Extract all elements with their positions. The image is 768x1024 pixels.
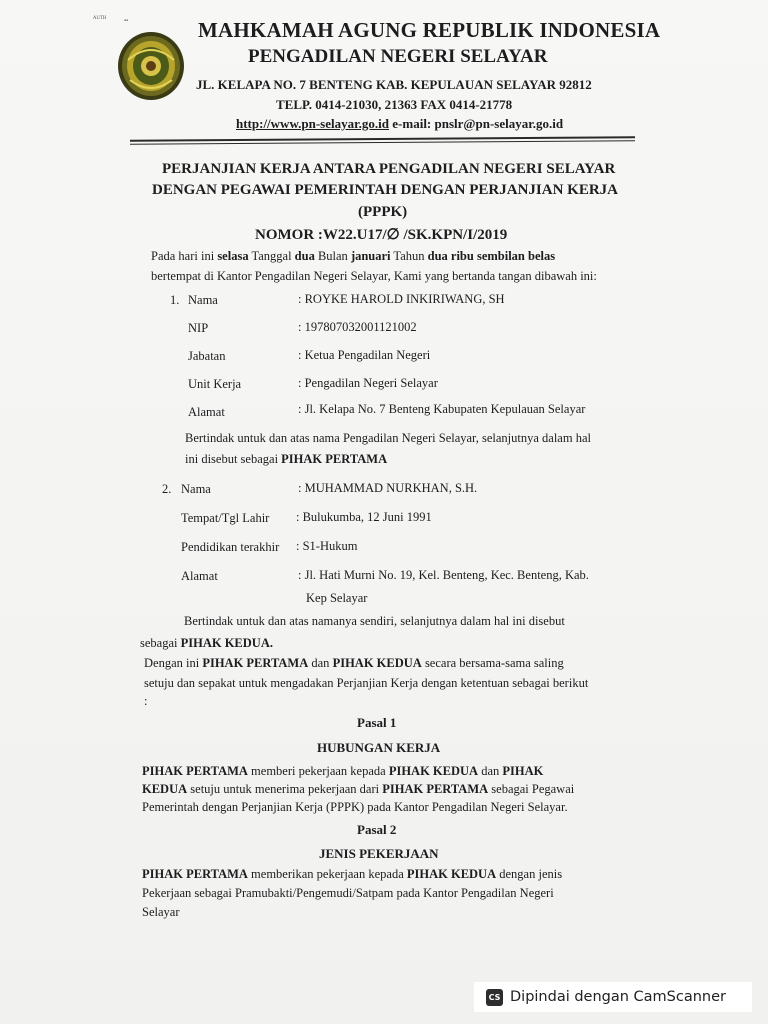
agreement-line1: Dengan ini PIHAK PERTAMA dan PIHAK KEDUA secara bersama-sama saling bbox=[144, 656, 564, 670]
doc-number: NOMOR :W22.U17/∅ /SK.KPN/I/2019 bbox=[255, 227, 508, 243]
intro-line2: bertempat di Kantor Pengadilan Negeri Selayar, Kami yang bertanda tangan dibawah ini: bbox=[151, 269, 597, 283]
party1-label-jabatan: Jabatan bbox=[188, 349, 226, 363]
court-branch: PENGADILAN NEGERI SELAYAR bbox=[248, 46, 548, 67]
party1-label-unit: Unit Kerja bbox=[188, 377, 242, 391]
party1-label-nip: NIP bbox=[188, 321, 209, 335]
corner-mark: ᴬᵁᵀᴴ bbox=[93, 14, 107, 23]
party1-value-nama: : ROYKE HAROLD INKIRIWANG, SH bbox=[298, 292, 505, 306]
email-text: e-mail: pnslr@pn-selayar.go.id bbox=[389, 116, 564, 131]
party2-value-alamat-line2: Kep Selayar bbox=[306, 591, 368, 605]
party1-label-alamat: Alamat bbox=[188, 405, 225, 419]
pasal2-line2: Pekerjaan sebagai Pramubakti/Pengemudi/Satpam pada Kantor Pengadilan Negeri bbox=[142, 886, 554, 900]
website-link[interactable]: http://www.pn-selayar.go.id bbox=[236, 116, 390, 131]
court-telp: TELP. 0414-21030, 21363 FAX 0414-21778 bbox=[276, 97, 513, 112]
party1-value-nip: : 197807032001121002 bbox=[298, 320, 417, 334]
agreement-line3: : bbox=[144, 694, 148, 708]
pasal2-heading: Pasal 2 bbox=[357, 822, 397, 837]
court-address: JL. KELAPA NO. 7 BENTENG KAB. KEPULAUAN SELAYAR 92812 bbox=[196, 77, 592, 92]
party2-value-alamat: : Jl. Hati Murni No. 19, Kel. Benteng, Kec. Benteng, Kab. bbox=[298, 568, 589, 582]
pasal2-title: JENIS PEKERJAAN bbox=[319, 846, 439, 861]
pasal1-heading: Pasal 1 bbox=[357, 715, 397, 730]
party2-desc-line2: sebagai PIHAK KEDUA. bbox=[140, 636, 273, 650]
corner-dot: ▪▪ bbox=[124, 18, 129, 24]
party2-label-pendidikan: Pendidikan terakhir bbox=[181, 540, 280, 554]
party2-label-nama: Nama bbox=[181, 482, 211, 496]
court-seal-logo bbox=[116, 30, 186, 102]
doc-title-line2: DENGAN PEGAWAI PEMERINTAH DENGAN PERJANJIAN KERJA bbox=[152, 182, 618, 198]
party1-value-jabatan: : Ketua Pengadilan Negeri bbox=[298, 348, 431, 362]
party2-number: 2. bbox=[162, 482, 172, 496]
camscanner-icon: CS bbox=[486, 989, 503, 1006]
court-contact bbox=[236, 116, 563, 132]
pasal1-line2: KEDUA setuju untuk menerima pekerjaan dari PIHAK PERTAMA sebagai Pegawai bbox=[142, 782, 575, 796]
party1-number: 1. bbox=[170, 293, 180, 307]
party2-value-nama: : MUHAMMAD NURKHAN, S.H. bbox=[298, 481, 478, 495]
party2-value-pendidikan: : S1-Hukum bbox=[296, 539, 358, 553]
intro-line1: Pada hari ini selasa Tanggal dua Bulan januari Tahun dua ribu sembilan belas bbox=[151, 249, 556, 263]
agreement-line2: setuju dan sepakat untuk mengadakan Perjanjian Kerja dengan ketentuan sebagai berikut bbox=[144, 676, 589, 690]
party2-value-ttl: : Bulukumba, 12 Juni 1991 bbox=[296, 510, 432, 524]
doc-title-line1: PERJANJIAN KERJA ANTARA PENGADILAN NEGERI SELAYAR bbox=[162, 161, 616, 177]
pasal2-line3: Selayar bbox=[142, 905, 180, 919]
party2-label-alamat: Alamat bbox=[181, 569, 218, 583]
pasal1-line1: PIHAK PERTAMA memberi pekerjaan kepada PIHAK KEDUA dan PIHAK bbox=[142, 764, 544, 778]
party1-value-unit: : Pengadilan Negeri Selayar bbox=[298, 376, 438, 390]
doc-title-line3: (PPPK) bbox=[358, 204, 408, 220]
pasal1-title: HUBUNGAN KERJA bbox=[317, 740, 441, 755]
party1-desc-line1: Bertindak untuk dan atas nama Pengadilan Negeri Selayar, selanjutnya dalam hal bbox=[185, 431, 591, 445]
party2-desc-line1: Bertindak untuk dan atas namanya sendiri, selanjutnya dalam hal ini disebut bbox=[184, 614, 565, 628]
pasal2-line1: PIHAK PERTAMA memberikan pekerjaan kepada PIHAK KEDUA dengan jenis bbox=[142, 867, 563, 881]
party2-label-ttl: Tempat/Tgl Lahir bbox=[181, 511, 270, 525]
camscanner-watermark bbox=[474, 982, 752, 1012]
party1-label-nama: Nama bbox=[188, 293, 218, 307]
party1-value-alamat: : Jl. Kelapa No. 7 Benteng Kabupaten Kepulauan Selayar bbox=[298, 402, 586, 416]
court-name: MAHKAMAH AGUNG REPUBLIK INDONESIA bbox=[198, 18, 661, 42]
camscanner-text: Dipindai dengan CamScanner bbox=[510, 989, 727, 1005]
pasal1-line3: Pemerintah dengan Perjanjian Kerja (PPPK) pada Kantor Pengadilan Negeri Selayar. bbox=[142, 800, 568, 814]
party1-desc-line2: ini disebut sebagai PIHAK PERTAMA bbox=[185, 452, 388, 466]
